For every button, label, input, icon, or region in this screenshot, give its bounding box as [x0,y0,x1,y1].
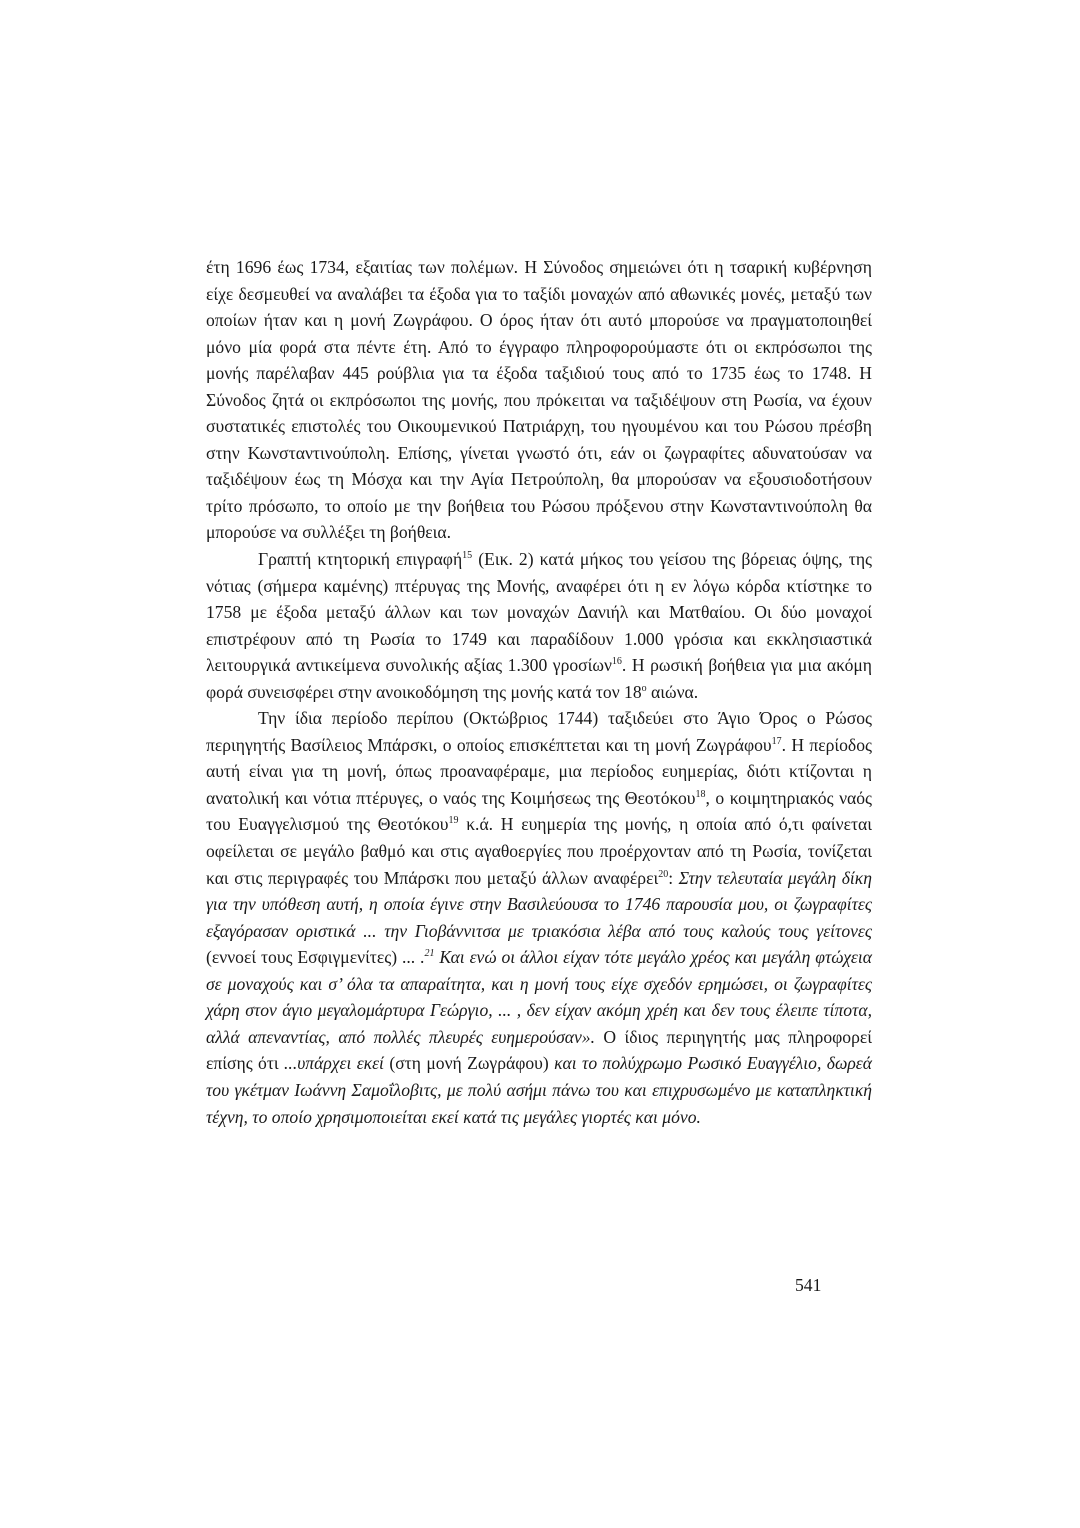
text-run: . Η ρωσική βοήθεια για μια ακόμη φορά συνεισφέρει στην ανοικοδόμηση της μονής κατά τον 18 [206,655,872,702]
text-run: . Η περίοδος αυτή είναι για τη μονή, όπως προαναφέραμε, μια περίοδος ευημερίας, διότι κτίζονται η ανατολική και νότια πτέρυγες, ο ναός της Κοιμήσεως της Θεοτόκου [206,734,872,808]
text-run: Την ίδια περίοδο περίπου (Οκτώβριος 1744) ταξιδεύει στο Άγιο Όρος ο Ρώσος περιηγητής Βασίλειος Μπάρσκι, ο οποίος επισκέπτεται και τη μονή Ζωγράφου [206,708,872,755]
paragraph-2 [206,546,872,705]
quote-text: και το πολύχρωμο Ρωσικό Ευαγγέλιο, δωρεά του γκέτμαν Ιωάννη Σαμοΐλοβιτς, με πολύ ασήμι πάνω του και επιχρυσωμένο με καταπληκτική τέχνη, το οποίο χρησιμοποιείται εκεί κατά τις μεγάλες γιορτές και μόνο. [206,1053,872,1127]
text-run: έτη 1696 έως 1734, εξαιτίας των πολέμων. Η Σύνοδος σημειώνει ότι η τσαρική κυβέρνηση είχε δεσμευθεί να αναλάβει τα έξοδα για το ταξίδι μοναχών από αθωνικές μονές, μεταξύ των οποίων ήταν και η μονή Ζωγράφου. Ο όρος ήταν ότι αυτό μπορούσε να πραγματοποιηθεί μόνο μία φορά στα πέντε έτη. Από το έγγραφο πληροφορούμαστε ότι οι εκπρόσωποι της μονής παρέλαβαν 445 ρούβλια για τα έξοδα ταξιδιού τους από το 1735 έως το 1748. Η Σύνοδος ζητά οι εκπρόσωποι της μονής, που πρόκειται να ταξιδέψουν στη Ρωσία, να έχουν συστατικές επιστολές του Οικουμενικού Πατριάρχη, του ηγουμένου και του Ρώσου πρέσβη στην Κωνσταντινούπολη. Επίσης, γίνεται γνωστό ότι, εάν οι ζωγραφίτες αδυνατούσαν να ταξιδέψουν έως τη Μόσχα και την Αγία Πετρούπολη, θα μπορούσαν να εξουσιοδοτήσουν τρίτο πρόσωπο, το οποίο με την βοήθεια του Ρώσου πρόξενου στην Κωνσταντινούπολη θα μπορούσε να συλλέξει τη βοήθεια. [206,257,872,543]
quote-text: Στην τελευταία μεγάλη δίκη για την υπόθεση αυτή, η οποία έγινε στην Βασιλεύουσα το 1746 παρουσία μου, οι ζωγραφίτες εξαγόρασαν οριστικά ... την Γιοβάννιτσα με τριακόσια λέβα από τους καλούς τους γείτονες [206,867,872,941]
ordinal-superscript: ο [641,682,647,694]
text-run: Γραπτή κτητορική επιγραφή [258,549,463,570]
quote-text: Και ενώ οι άλλοι είχαν τότε μεγάλο χρέος και μεγάλη φτώχεια σε μοναχούς και σ’ όλα τα απαραίτητα, και η μονή τους είχε σχεδόν ερημώσει, οι ζωγραφίτες χάρη στον άγιο μεγαλομάρτυρα Γεώργιο, ... , δεν είχαν ακόμη χρέη και δεν τους έλειπε τίποτα, αλλά απεναντίας, από πολλές πλευρές ευημερούσαν». [206,947,872,1047]
quote-text: ...υπάρχει εκεί [284,1053,384,1074]
footnote-ref-18: 18 [695,789,706,801]
body-text [206,254,872,1130]
footnote-ref-21-italic: 21 [424,948,435,960]
text-run: (στη μονή Ζωγράφου) [383,1053,555,1074]
footnote-ref-21 [424,948,434,959]
text-run: : [668,867,679,888]
text-run: αιώνα. [646,681,699,702]
text-run: (Εικ. 2) κατά μήκος του γείσου της βόρειας όψης, της νότιας (σήμερα καμένης) πτέρυγας της Μονής, αναφέρει ότι η εν λόγω κόρδα κτίστηκε το 1758 με έξοδα μεταξύ άλλων και των μοναχών Δανιήλ και Ματθαίου. Οι δύο μοναχοί επιστρέφουν από τη Ρωσία το 1749 και παραδίδουν 1.000 γρόσια και εκκλησιαστικά λειτουργικά αντικείμενα συνολικής αξίας 1.300 γροσίων [206,549,872,676]
text-run: (εννοεί τους Εσφιγμενίτες) ... . [206,947,425,968]
text-run: , ο κοιμητηριακός ναός του Ευαγγελισμού της Θεοτόκου [206,787,872,835]
footnote-ref-15: 15 [462,550,473,562]
footnote-ref-17: 17 [771,735,782,747]
footnote-ref-20: 20 [658,868,669,880]
paragraph-1 [206,254,872,546]
paragraph-3 [206,705,872,1130]
footnote-ref-19: 19 [448,815,459,827]
text-run: Ο ίδιος περιηγητής μας πληροφορεί επίσης ότι [206,1026,872,1074]
text-run: κ.ά. Η ευημερία της μονής, η οποία από ό,τι φαίνεται οφείλεται σε μεγάλο βαθμό και στις αγαθοεργίες που προέρχονταν από τη Ρωσία, τονίζεται και στις περιγραφές του Μπάρσκι που μεταξύ άλλων αναφέρει [206,814,873,888]
page-number: 541 [795,1275,822,1295]
footnote-ref-16: 16 [611,656,622,668]
